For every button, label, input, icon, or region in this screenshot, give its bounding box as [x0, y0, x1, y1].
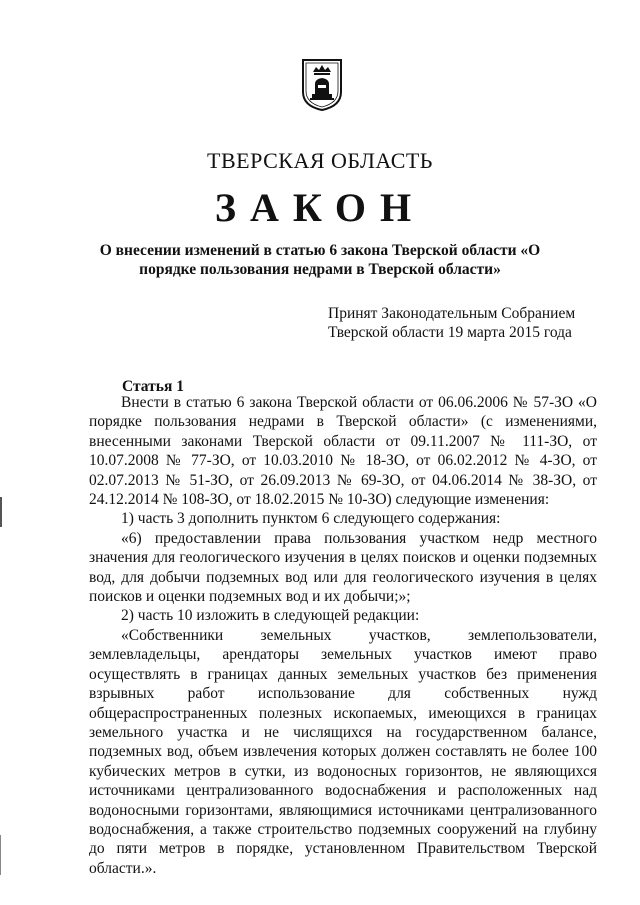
adoption-line-2: Тверской области 19 марта 2015 года	[328, 324, 572, 341]
scan-edge-mark	[0, 835, 1, 875]
article-heading: Статья 1	[122, 378, 184, 395]
article-body	[89, 393, 597, 878]
law-subtitle: О внесении изменений в статью 6 закона Тверской области «О порядке пользования недрами в Тверской области»	[99, 242, 541, 278]
adoption-line-1: Принят Законодательным Собранием	[328, 305, 576, 322]
adoption-note	[328, 304, 608, 342]
article-paragraph: «Собственники земельных участков, землепользователи, землевладельцы, арендаторы земельных участков имеют право осуществлять в границах данных земельных участков без применения взрывных работ использование для собственных нужд общераспространенных полезных ископаемых, имеющихся в границах земельного участка и не числящихся на государственном балансе, подземных вод, объем извлечения которых должен составлять не более 100 кубических метров в сутки, из водоносных горизонтов, не являющихся источниками централизованного водоснабжения и расположенных над водоносными горизонтами, являющимися источниками централизованного водоснабжения, а также строительство подземных сооружений на глубину до пяти метров в порядке, установленном Правительством Тверской области.».	[89, 626, 597, 877]
article-paragraph: 2) часть 10 изложить в следующей редакции:	[121, 607, 420, 625]
article-paragraph: 1) часть 3 дополнить пунктом 6 следующего содержания:	[121, 510, 501, 528]
article-paragraph: «6) предоставлении права пользования участком недр местного значения для геологического изучения в целях поисков и оценки подземных вод, для добычи подземных вод или для геологического изучения в целях поисков и оценки подземных вод и их добычи;»;	[89, 529, 597, 606]
scan-edge-mark	[0, 497, 2, 527]
region-name: ТВЕРСКАЯ ОБЛАСТЬ	[207, 148, 433, 173]
article-paragraph: Внести в статью 6 закона Тверской области от 06.06.2006 № 57-ЗО «О порядке пользования недрами в Тверской области» (с изменениями, внесенными законами Тверской области от 09.11.2007 № 111-ЗО, от 10.07.2008 № 77-ЗО, от 10.03.2010 № 18-ЗО, от 06.02.2012 № 4-ЗО, от 02.07.2013 № 51-ЗО, от 26.09.2013 № 69-ЗО, от 04.06.2014 № 38-ЗО, от 24.12.2014 № 108-ЗО, от 18.02.2015 № 10-ЗО) следующие изменения:	[89, 394, 597, 509]
coat-of-arms-icon	[301, 58, 343, 112]
document-type-title: ЗАКОН	[214, 185, 426, 230]
